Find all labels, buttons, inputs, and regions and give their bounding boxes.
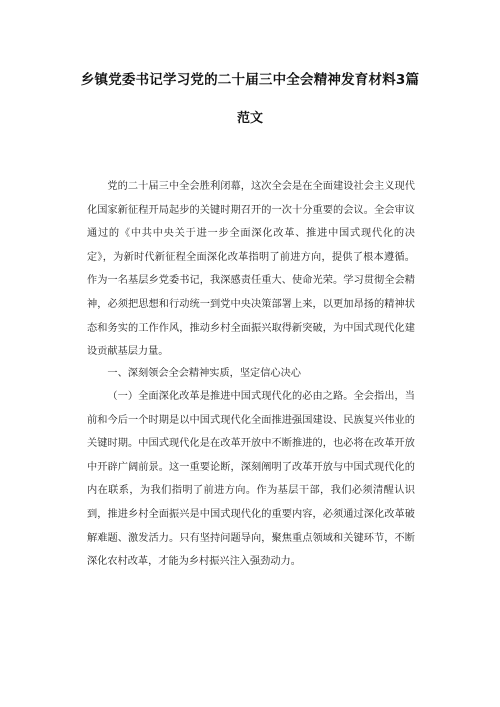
paragraph-section-1 xyxy=(87,385,415,574)
paragraph-text: 党的二十届三中全会胜利闭幕，这次全会是在全面建设社会主义现代化国家新征程开局起步的关键时期召开的一次十分重要的会议。全会审议通过的《中共中央关于进一步全面深化改革、推进中国式现代化的决定》，为新时代新征程全面深化改革指明了前进方向，提供了根本遵循。作为一名基层乡党委书记，我深感责任重大、使命光荣。学习贯彻全会精神，必须把思想和行动统一到党中央决策部署上来，以更加昂扬的精神状态和务实的工作作风，推动乡村全面振兴取得新突破，为中国式现代化建设贡献基层力量。 xyxy=(87,181,415,358)
document-title: 乡镇党委书记学习党的二十届三中全会精神发育材料3篇 xyxy=(80,72,420,88)
section-heading-text: 一、深刻领会全会精神实质，坚定信心决心 xyxy=(107,368,301,379)
paragraph-text: （一）全面深化改革是推进中国式现代化的必由之路。全会指出，当前和今后一个时期是以中国式现代化全面推进强国建设、民族复兴伟业的关键时期。中国式现代化是在改革开放中不断推进的，也必将在改革开放中开辟广阔前景。这一重要论断，深刻阐明了改革开放与中国式现代化的内在联系，为我们指明了前进方向。作为基层干部，我们必须清醒认识到，推进乡村全面振兴是中国式现代化的重要内容，必须通过深化改革破解难题、激发活力。只有坚持问题导向，聚焦重点领域和关键环节，不断深化农村改革，才能为乡村振兴注入强劲动力。 xyxy=(87,391,415,568)
section-heading xyxy=(87,362,415,386)
document-subtitle: 范文 xyxy=(236,111,263,126)
paragraph-intro xyxy=(87,175,415,364)
